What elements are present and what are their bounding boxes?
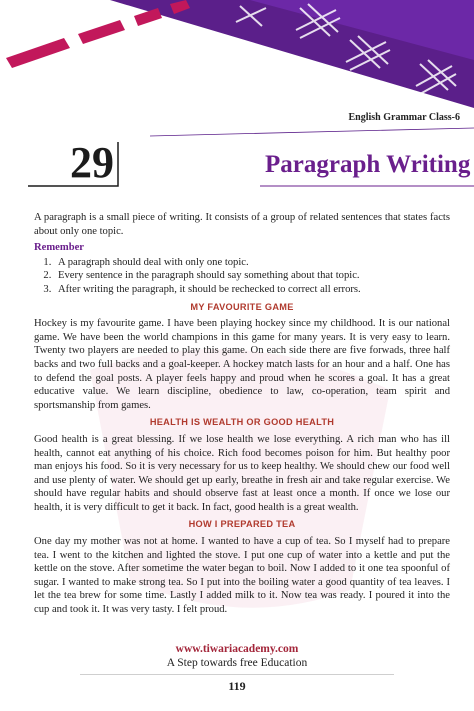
list-item: 2. Every sentence in the paragraph should say something about that topic. (54, 269, 450, 283)
list-item: 1. A paragraph should deal with only one topic. (54, 256, 450, 270)
footer-divider (80, 674, 394, 675)
chapter-number: 29 (70, 138, 114, 187)
section-paragraph-prepared-tea: One day my mother was not at home. I wanted to have a cup of tea. So I myself had to prepare tea. I went to the kitchen and lighted the stove. I put one cup of water into a kettle and put the kettle on the stove. After sometime the water began to boil. Now I added to it one tea spoonful of sugar. I wanted to make strong tea. So I put into the boiling water a good quantity of tea leaves. I let the tea brew for some time. Lastly I added milk to it. Now tea was ready. I poured it into the cup and took it. It was very tasty. I felt proud. (34, 536, 450, 616)
intro-paragraph: A paragraph is a small piece of writing. It consists of a group of related sentences that states facts about only one topic. (34, 212, 450, 237)
section-heading-favourite-game: MY FAVOURITE GAME (190, 301, 294, 312)
remember-list (34, 256, 450, 297)
list-item: 3. After writing the paragraph, it should be rechecked to correct all errors. (54, 283, 450, 297)
chapter-header (0, 0, 474, 200)
section-paragraph-favourite-game: Hockey is my favourite game. I have been playing hockey since my childhood. It is our national game. We have been the world champions in this game for many years. It is very easy to learn. Twenty two players are needed to play this game. On each side there are five forwads, three half backs and two full backs and a goal-keeper. A hockey match lasts for an hour and a half. One has to defend the goal posts. A player feels happy and proud when he scores a goal. It has a great educative value. We learn discipline, obedience to law, co-operation, team spirit and sportsmanship from games. (34, 318, 450, 411)
remember-label: Remember (34, 242, 84, 254)
footer-website-link[interactable]: www.tiwariacademy.com (175, 643, 299, 655)
subject-label: English Grammar Class-6 (348, 112, 460, 123)
chapter-title: Paragraph Writing (265, 151, 471, 178)
section-heading-good-health: HEALTH IS WEALTH OR GOOD HEALTH (149, 417, 335, 428)
section-paragraph-good-health: Good health is a great blessing. If we lose health we lose everything. A rich man who has ill health, cannot eat anything of his choice. Rich food becomes poison for him. But healthy poor man enjoys his food. So it is very necessary for us to keep healthy. We should chew our food well and use plenty of water. We should get up early, breathe in fresh air and take regular exercise. We should have regular habits and should observe fast at least once a month. If once we lose our health, it is very difficult to get it back. In fact, good health is a great wealth. (34, 433, 450, 513)
footer-tagline: A Step towards free Education (166, 657, 308, 669)
page-number: 119 (228, 679, 246, 693)
page-content (34, 211, 450, 617)
section-heading-prepared-tea: HOW I PREPARED TEA (188, 519, 296, 530)
